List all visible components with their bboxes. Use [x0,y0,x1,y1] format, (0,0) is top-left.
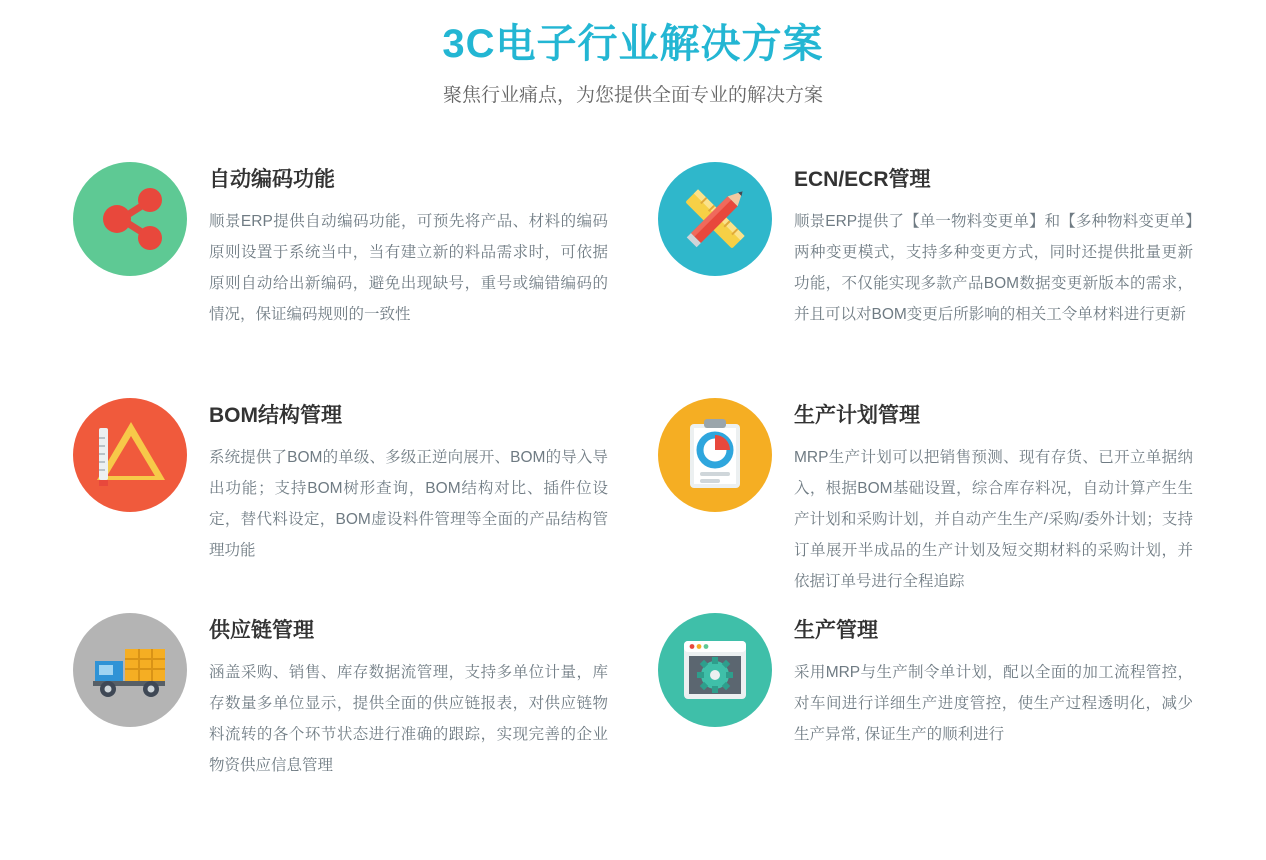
feature-description: 顺景ERP提供了【单一物料变更单】和【多种物料变更单】两种变更模式，支持多种变更方式，同时还提供批量更新功能，不仅能实现多款产品BOM数据变更新版本的需求，并且可以对BOM变更后所影响的相关工令单材料进行更新 [794,213,1193,323]
feature-text [794,162,1193,330]
feature-text [209,398,608,566]
feature-item [658,613,1193,813]
feature-title: ECN/ECR管理 [794,168,931,191]
feature-title: 生产管理 [794,619,878,642]
feature-item [73,398,608,613]
feature-description: 顺景ERP提供自动编码功能，可预先将产品、材料的编码原则设置于系统当中，当有建立新的料品需求时，可依据原则自动给出新编码，避免出现缺号，重号或编错编码的情况，保证编码规则的一致性 [209,213,608,323]
feature-description: MRP生产计划可以把销售预测、现有存货、已开立单据纳入，根据BOM基础设置，综合库存料况，自动计算产生生产计划和采购计划，并自动产生生产/采购/委外计划；支持订单展开半成品的生产计划及短交期材料的采购计划，并依据订单号进行全程追踪 [794,449,1193,590]
feature-item [658,162,1193,398]
feature-description: 采用MRP与生产制令单计划，配以全面的加工流程管控，对车间进行详细生产进度管控，使生产过程透明化，减少生产异常, 保证生产的顺利进行 [794,664,1193,743]
pencil-ruler-icon [658,162,772,276]
page-title: 3C电子行业解决方案 [442,22,824,66]
feature-text [794,398,1193,597]
feature-grid [73,162,1193,813]
clipboard-chart-icon [658,398,772,512]
feature-title: BOM结构管理 [209,404,342,427]
feature-item [73,613,608,813]
feature-title: 供应链管理 [209,619,314,642]
ruler-triangle-icon [73,398,187,512]
feature-title: 生产计划管理 [794,404,920,427]
feature-description: 系统提供了BOM的单级、多级正逆向展开、BOM的导入导出功能；支持BOM树形查询，BOM结构对比、插件位设定，替代料设定，BOM虚设料件管理等全面的产品结构管理功能 [209,449,608,559]
feature-description: 涵盖采购、销售、库存数据流管理，支持多单位计量，库存数量多单位显示，提供全面的供应链报表，对供应链物料流转的各个环节状态进行准确的跟踪，实现完善的企业物资供应信息管理 [209,664,608,774]
feature-text [794,613,1193,750]
feature-title: 自动编码功能 [209,168,335,191]
feature-item [658,398,1193,613]
feature-text [209,613,608,781]
share-nodes-icon [73,162,187,276]
page-subtitle: 聚焦行业痛点，为您提供全面专业的解决方案 [442,85,823,106]
feature-text [209,162,608,330]
feature-item [73,162,608,398]
page-header [0,0,1266,110]
browser-gear-icon [658,613,772,727]
delivery-truck-icon [73,613,187,727]
